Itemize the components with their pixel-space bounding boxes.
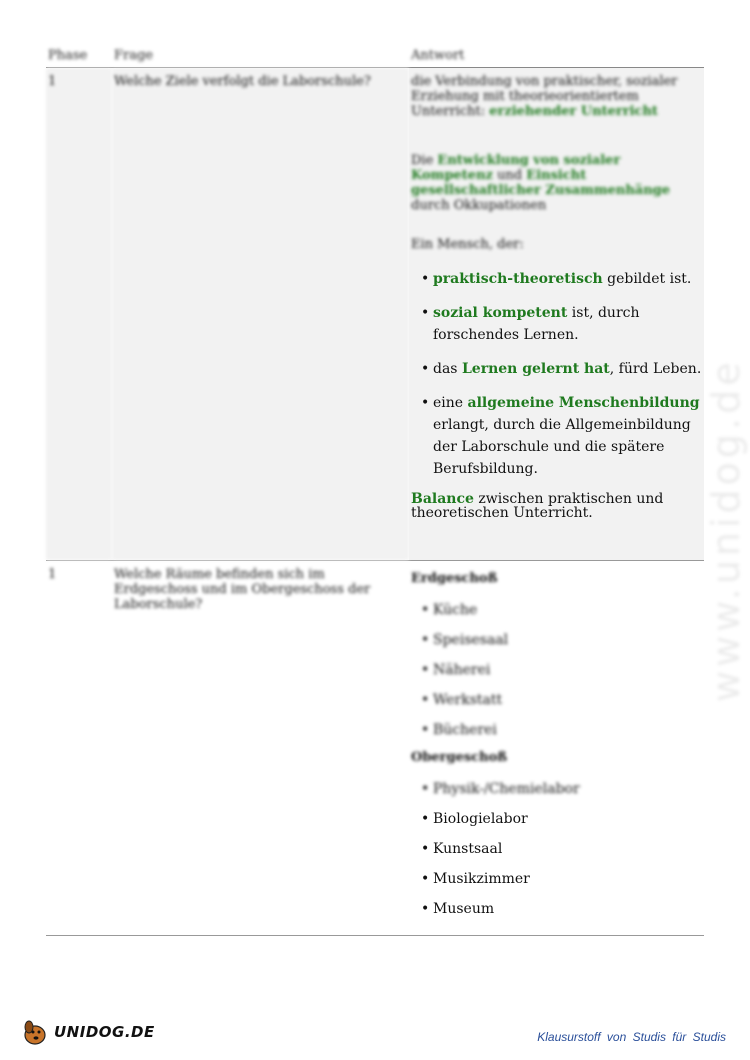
upper-floor-heading: Obergeschoß <box>411 750 508 765</box>
header-frage: Frage <box>112 44 409 68</box>
row-answer <box>409 68 704 561</box>
table-row <box>46 68 704 561</box>
list-item: • Speisesaal <box>421 630 702 651</box>
answer-bullet-list <box>411 268 702 480</box>
list-item: • Kunstsaal <box>421 839 702 860</box>
unidog-logo[interactable] <box>22 1016 155 1048</box>
list-item: • Küche <box>421 600 702 621</box>
answer-balance: Balance zwischen praktischen und theoretischen Unterricht. <box>411 491 664 521</box>
watermark: www.unidog.de <box>704 358 748 702</box>
table-row <box>46 561 704 936</box>
list-item: • Biologielabor <box>421 809 702 830</box>
list-item: • Näherei <box>421 660 702 681</box>
list-item: • Physik-/Chemielabor <box>421 779 702 800</box>
list-item: • das Lernen gelernt hat, fürd Leben. <box>421 358 702 380</box>
answer-paragraph-2: Die Entwicklung von sozialer Kompetenz und Einsicht gesellschaftlicher Zusammenhänge durch Okkupationen <box>411 153 671 213</box>
list-item: • eine allgemeine Menschenbildung erlangt, durch die Allgemeinbildung der Laborschule und die spätere Berufsbildung. <box>421 392 702 480</box>
logo-text: UNIDOG.DE <box>54 1023 155 1041</box>
dog-icon <box>22 1018 48 1046</box>
list-item: • Werkstatt <box>421 690 702 711</box>
list-item: • praktisch-theoretisch gebildet ist. <box>421 268 702 290</box>
header-phase: Phase <box>46 44 112 68</box>
highlight-text: erziehender Unterricht <box>489 104 658 119</box>
table-header-row <box>46 44 704 68</box>
upper-floor-list <box>411 779 702 920</box>
footer-tagline: Klausurstoff von Studis für Studis <box>537 1030 726 1044</box>
row-question: Welche Ziele verfolgt die Laborschule? <box>112 68 409 561</box>
answer-paragraph-1: die Verbindung von praktischer, sozialer Erziehung mit theorieorientiertem Unterricht: erziehender Unterricht <box>411 74 678 119</box>
list-item: • Bücherei <box>421 720 702 741</box>
row-phase: 1 <box>46 68 112 561</box>
ground-floor-heading: Erdgeschoß <box>411 571 498 586</box>
list-item: • Musikzimmer <box>421 869 702 890</box>
row-question: Welche Räume befinden sich im Erdgeschoss und im Obergeschoss der Laborschule? <box>112 561 409 936</box>
qa-table <box>46 44 704 936</box>
answer-intro: Ein Mensch, der: <box>411 237 524 252</box>
row-phase: 1 <box>46 561 112 936</box>
list-item: • Museum <box>421 899 702 920</box>
header-antwort: Antwort <box>409 44 704 68</box>
list-item: • sozial kompetent ist, durch forschendes Lernen. <box>421 302 702 346</box>
row-answer <box>409 561 704 936</box>
ground-floor-list <box>411 600 702 741</box>
